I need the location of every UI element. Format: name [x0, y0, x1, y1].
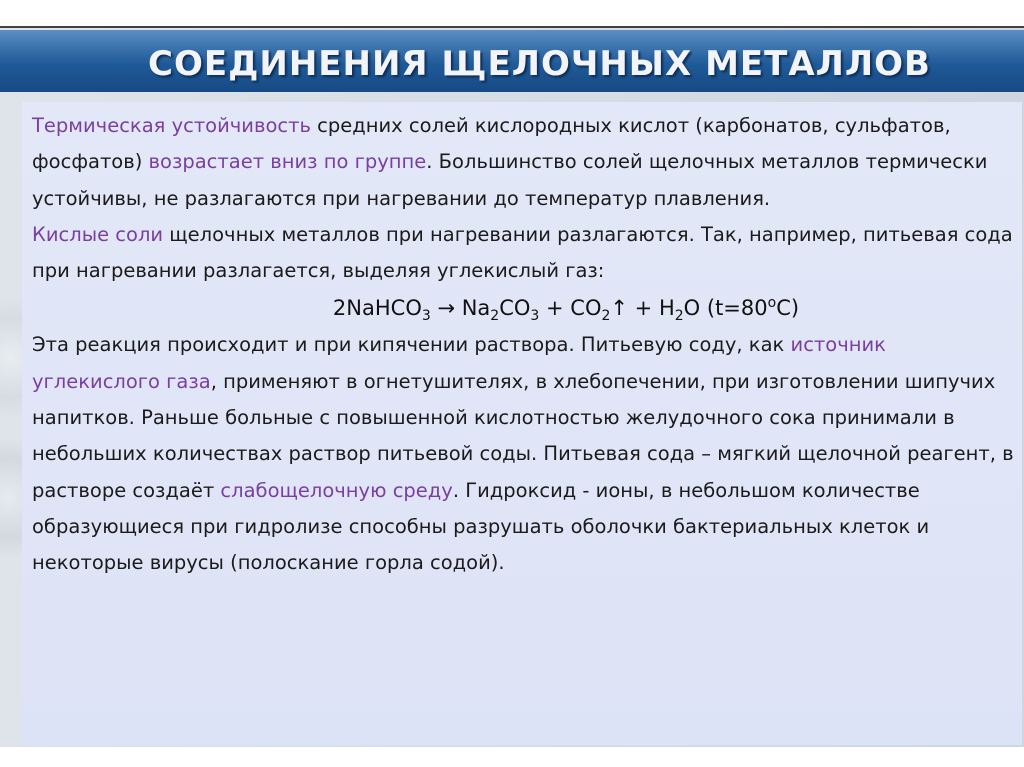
highlight-increases-down-group: возрастает вниз по группе: [148, 150, 427, 174]
title-bar: [0, 30, 1024, 92]
formula-part: 2NaHCO: [332, 296, 422, 321]
formula-part: + CO: [539, 296, 602, 321]
text-run: , применяют в огнетушителях, в хлебопечении, при изготовлении шипучих напитков. Раньше больные с повышенной кислотностью желудочного сока принимали в небольших количествах раствор питьевой соды. Питьевая сода – мягкий щелочной реагент, в растворе создаёт: [32, 369, 1014, 502]
formula-subscript: 2: [674, 308, 684, 325]
highlight-co2-source: источник углекислого газа: [32, 333, 886, 393]
highlight-weak-alkaline-medium: слабощелочную среду: [220, 478, 453, 502]
slide: [0, 26, 1024, 747]
text-run: . Большинство солей щелочных металлов термически устойчивы, не разлагаются при нагревании до температур плавления.: [32, 150, 988, 210]
content-panel: [22, 102, 1022, 745]
highlight-thermal-stability: Термическая устойчивость: [32, 114, 311, 137]
paragraph-acid-salts: [32, 217, 1020, 290]
slide-text: [32, 108, 1020, 582]
slide-title: СОЕДИНЕНИЯ ЩЕЛОЧНЫХ МЕТАЛЛОВ: [148, 44, 931, 84]
text-run: средних солей кислородных кислот (карбонатов, сульфатов, фосфатов): [32, 114, 951, 174]
formula-subscript: 3: [421, 308, 431, 325]
paragraph-applications: [32, 327, 1020, 581]
text-run: Эта реакция происходит и при кипячении раствора. Питьевую соду, как: [32, 333, 791, 357]
text-run: . Гидроксид - ионы, в небольшом количестве образующиеся при гидролизе способны разрушать оболочки бактериальных клеток и некоторые вирусы (полоскание горла содой).: [32, 478, 930, 575]
formula-part: C): [776, 296, 800, 321]
paragraph-thermal-stability: [32, 108, 1020, 217]
formula-part: ↑ + H: [610, 296, 675, 321]
formula-part: CO: [499, 296, 531, 321]
formula-superscript: o: [767, 295, 777, 312]
formula-subscript: 2: [601, 308, 611, 325]
formula-part: → Na: [430, 296, 491, 321]
text-run: щелочных металлов при нагревании разлагаются. Так, например, питьевая сода при нагревании разлагается, выделяя углекислый газ:: [32, 222, 1013, 283]
formula-subscript: 3: [530, 308, 540, 325]
highlight-acid-salts: Кислые соли: [32, 222, 164, 246]
formula-part: O (t=80: [683, 296, 768, 321]
formula-subscript: 2: [490, 308, 500, 325]
reaction-equation: [32, 289, 1020, 327]
